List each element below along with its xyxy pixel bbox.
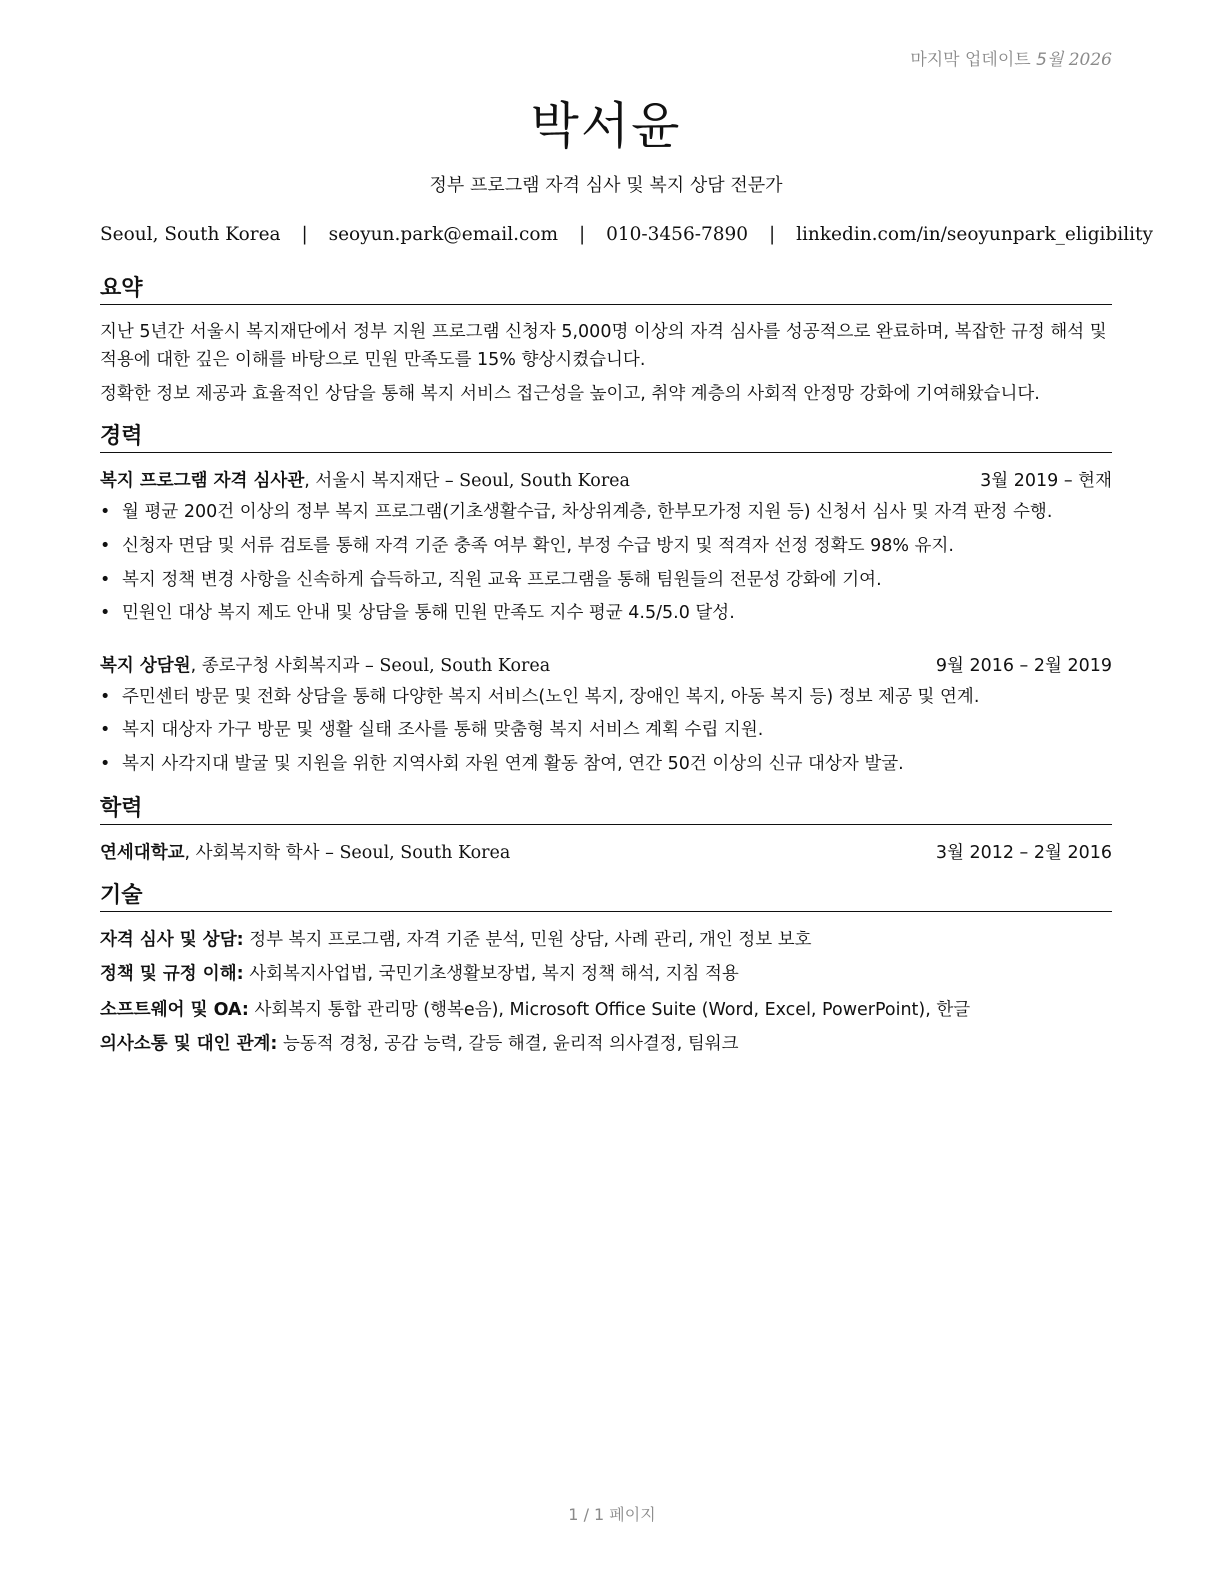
contact-email[interactable]: seoyun.park@email.com: [328, 224, 559, 245]
contact-separator: |: [768, 224, 776, 245]
skill-label: 정책 및 규정 이해:: [100, 964, 244, 984]
candidate-headline: 정부 프로그램 자격 심사 및 복지 상담 전문가: [429, 175, 783, 196]
section-title-summary: 요약: [100, 275, 1112, 305]
contact-linkedin[interactable]: linkedin.com/in/seoyunpark_eligibility: [796, 224, 1153, 245]
education-location: – Seoul, South Korea: [319, 843, 511, 863]
skill-row: [100, 1032, 1112, 1056]
contact-location: Seoul, South Korea: [100, 224, 281, 245]
last-updated: [910, 45, 1112, 70]
job-bullet: [100, 685, 1112, 709]
contact-line: [100, 224, 1153, 245]
contact-separator: |: [578, 224, 586, 245]
job-bullet-text: 민원인 대상 복지 제도 안내 및 상담을 통해 민원 만족도 지수 평균 4.5/5.0 달성.: [122, 603, 735, 623]
job-location: – Seoul, South Korea: [439, 471, 630, 491]
skill-row: [100, 998, 1112, 1022]
skill-row: [100, 928, 1112, 952]
job-bullet: [100, 718, 1112, 742]
contact-phone: 010-3456-7890: [606, 224, 749, 245]
job-bullet: [100, 752, 1112, 776]
skill-label: 소프트웨어 및 OA:: [100, 1000, 249, 1020]
job-bullet-text: 주민센터 방문 및 전화 상담을 통해 다양한 복지 서비스(노인 복지, 장애인 복지, 아동 복지 등) 정보 제공 및 연계.: [122, 687, 980, 707]
job-title: 복지 프로그램 자격 심사관: [100, 471, 305, 491]
section-title-education: 학력: [100, 795, 1112, 825]
job-bullet-text: 복지 사각지대 발굴 및 지원을 위한 지역사회 자원 연계 활동 참여, 연간 50건 이상의 신규 대상자 발굴.: [122, 754, 904, 774]
bullet-glyph: •: [100, 570, 111, 590]
resume-page: [100, 0, 1153, 1584]
skill-value: 사회복지 통합 관리망 (행복e음), Microsoft Office Suite (Word, Excel, PowerPoint), 한글: [248, 1000, 971, 1020]
bullet-glyph: •: [100, 502, 111, 522]
job-bullet: [100, 500, 1112, 524]
education-degree: , 사회복지학 학사: [184, 843, 320, 863]
bullet-glyph: •: [100, 754, 111, 774]
job-bullet-text: 신청자 면담 및 서류 검토를 통해 자격 기준 충족 여부 확인, 부정 수급 방지 및 적격자 선정 정확도 98% 유지.: [122, 536, 954, 556]
job-title: 복지 상담원: [100, 656, 191, 676]
job-bullet: [100, 568, 1112, 592]
last-updated-month: 5월: [1036, 50, 1064, 70]
job-dates: 3월 2019 – 현재: [980, 471, 1112, 491]
skill-value: 사회복지사업법, 국민기초생활보장법, 복지 정책 해석, 지침 적용: [243, 964, 739, 984]
candidate-name: 박서윤: [530, 97, 682, 155]
skill-label: 자격 심사 및 상담:: [100, 930, 244, 950]
job-org: , 서울시 복지재단: [304, 471, 440, 491]
job-bullet-text: 복지 정책 변경 사항을 신속하게 습득하고, 직원 교육 프로그램을 통해 팀원들의 전문성 강화에 기여.: [122, 570, 882, 590]
job-bullet-text: 복지 대상자 가구 방문 및 생활 실태 조사를 통해 맞춤형 복지 서비스 계획 수립 지원.: [122, 720, 764, 740]
bullet-glyph: •: [100, 687, 111, 707]
contact-separator: |: [301, 224, 308, 245]
education-school: 연세대학교: [100, 843, 185, 863]
summary-paragraph: 지난 5년간 서울시 복지재단에서 정부 지원 프로그램 신청자 5,000명 이상의 자격 심사를 성공적으로 완료하며, 복잡한 규정 해석 및 적용에 대한 깊은 이해를 바탕으로 민원 만족도를 15% 향상시켰습니다.: [100, 322, 1107, 370]
summary-paragraph: 정확한 정보 제공과 효율적인 상담을 통해 복지 서비스 접근성을 높이고, 취약 계층의 사회적 안정망 강화에 기여해왔습니다.: [100, 384, 1040, 404]
last-updated-year: 2026: [1068, 50, 1112, 70]
job-org: , 종로구청 사회복지과: [190, 656, 360, 676]
skill-row: [100, 962, 1112, 986]
skill-value: 정부 복지 프로그램, 자격 기준 분석, 민원 상담, 사례 관리, 개인 정보 보호: [243, 930, 812, 950]
bullet-glyph: •: [100, 536, 111, 556]
job-location: – Seoul, South Korea: [359, 656, 551, 676]
bullet-glyph: •: [100, 603, 111, 623]
job-dates: 9월 2016 – 2월 2019: [935, 656, 1112, 676]
section-title-skills: 기술: [100, 882, 1112, 912]
section-title-experience: 경력: [100, 423, 1112, 453]
job-bullet: [100, 534, 1112, 558]
page-number: 1 / 1 페이지: [568, 1505, 656, 1524]
bullet-glyph: •: [100, 720, 111, 740]
job-bullet-text: 월 평균 200건 이상의 정부 복지 프로그램(기초생활수급, 차상위계층, 한부모가정 지원 등) 신청서 심사 및 자격 판정 수행.: [122, 502, 1053, 522]
skill-value: 능동적 경청, 공감 능력, 갈등 해결, 윤리적 의사결정, 팀워크: [277, 1034, 739, 1054]
last-updated-label: 마지막 업데이트: [910, 50, 1031, 70]
skill-label: 의사소통 및 대인 관계:: [100, 1034, 278, 1054]
job-bullet: [100, 601, 1112, 625]
education-dates: 3월 2012 – 2월 2016: [935, 843, 1112, 863]
